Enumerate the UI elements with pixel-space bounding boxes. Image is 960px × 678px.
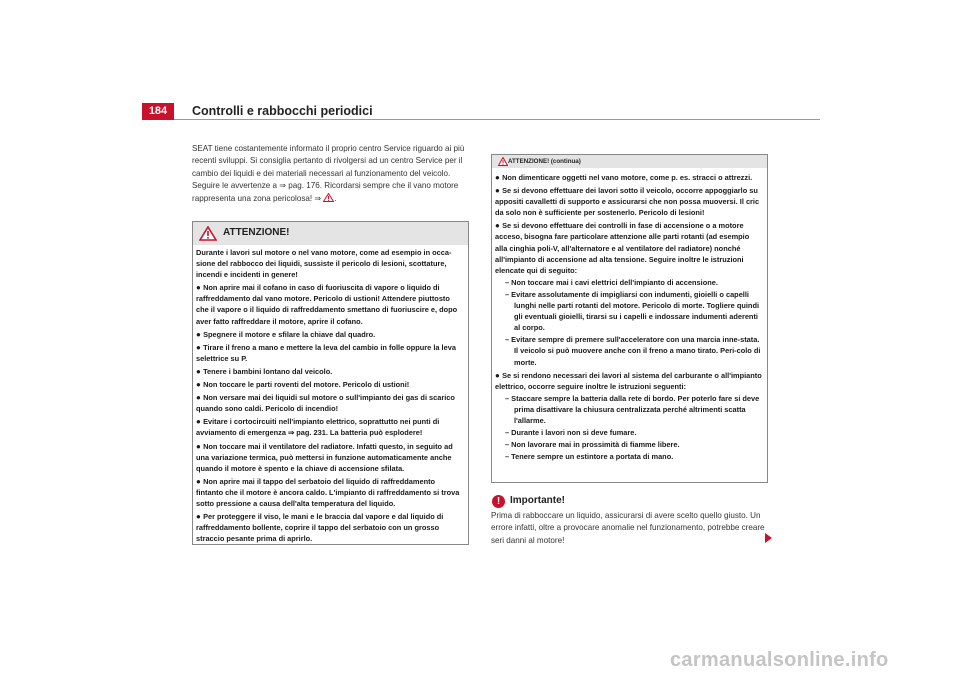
- warning-bullet: ● Non versare mai dei liquidi sul motore o sull'impianto dei gas di scarico quando sono caldi. Pericolo di incendio!: [196, 393, 455, 414]
- header-rule: [174, 119, 820, 120]
- important-title: Importante!: [510, 495, 565, 506]
- chapter-title: Controlli e rabbocchi periodici: [192, 104, 373, 118]
- intro-end: .: [334, 193, 337, 203]
- warning-sub-item: – Non lavorare mai in prossimità di fiamme libere.: [505, 440, 680, 450]
- important-icon: !: [492, 495, 505, 508]
- warning-sub-item: – Evitare assolutamente di impigliarsi con indumenti, gioielli o capelli lunghi nelle parti rotanti del motore. Pericolo di morte. Togliere quindi gli eventuali gioielli, tirarsi su i capelli e indossare indumenti aderenti al corpo.: [505, 289, 760, 333]
- bullet-icon: ●: [495, 221, 503, 231]
- dash-icon: –: [505, 428, 512, 438]
- warning-title-continued: ATTENZIONE! (continua): [508, 158, 581, 165]
- ref-arrow-icon: ⇒: [279, 181, 286, 191]
- important-text: Prima di rabboccare un liquido, assicurarsi di avere scelto quello giusto. Un errore infatti, oltre a provocare anomalie nel funzionamento, potrebbe creare seri danni al motore!: [491, 511, 765, 545]
- bullet-icon: ●: [196, 393, 204, 403]
- bullet-icon: ●: [196, 366, 204, 376]
- warning-sub-item: – Evitare sempre di premere sull'acceleratore con una marcia inne-stata. Il veicolo si può muovere anche con il freno a mano tirato. Peri-colo di morte.: [505, 335, 761, 367]
- bullet-icon: ●: [196, 441, 204, 451]
- bullet-icon: ●: [495, 173, 503, 182]
- bullet-icon: ●: [196, 476, 204, 486]
- bullet-icon: ●: [196, 512, 204, 522]
- warning-bullet: ● Spegnere il motore e sfilare la chiave dal quadro.: [196, 329, 376, 339]
- watermark: carmanualsonline.info: [670, 649, 889, 671]
- dash-icon: –: [505, 277, 512, 287]
- dash-icon: –: [505, 440, 512, 450]
- warning-bullet: ● Non dimenticare oggetti nel vano motore, come p. es. stracci o attrezzi.: [495, 173, 753, 182]
- warning-box-left: [192, 221, 469, 545]
- warning-triangle-icon: [323, 193, 337, 203]
- warning-bullet: ● Non toccare le parti roventi del motore. Pericolo di ustioni!: [196, 380, 410, 390]
- warning-bullet: ● Se si devono effettuare dei controlli in fase di accensione o a motore acceso, bisogna fare particolare attenzione alle parti rotanti (ad esempio alla cinghia poli-V, all'alternatore e al ventilatore del radiatore) nonché all'impianto di accensione ad alta tensione. Seguire inoltre le istruzioni elencate qui di seguito:: [495, 221, 750, 275]
- warning-bullet: ● Se si devono effettuare dei lavori sotto il veicolo, occorre appoggiarlo su appositi cavalletti di supporto e assicurarsi che non possa muoversi. Il cric da solo non è sufficiente per sostenerlo. Pericolo di lesioni!: [495, 186, 760, 218]
- warning-bullet: ● Tenere i bambini lontano dal veicolo.: [196, 366, 333, 376]
- bullet-icon: ●: [196, 380, 204, 390]
- bullet-icon: ●: [495, 370, 503, 380]
- bullet-icon: ●: [495, 186, 503, 196]
- warning-lead: Durante i lavori sul motore o nel vano motore, come ad esempio in occa-sione del rabbocco dei liquidi, sussiste il pericolo di lesioni, scottature, incendi e incidenti in genere!: [196, 248, 452, 280]
- warning-bullet: ● Se si rendono necessari dei lavori al sistema del carburante o all'impianto elettrico, occorre seguire inoltre le istruzioni seguenti:: [495, 370, 762, 391]
- warning-header: [193, 222, 468, 245]
- warning-sub-item: – Durante i lavori non si deve fumare.: [505, 428, 637, 438]
- warning-bullet: ● Per proteggere il viso, le mani e le braccia dal vapore e dal liquido di raffreddamento bollente, coprire il tappo del serbatoio con un grosso straccio pesante prima di aprirlo.: [196, 512, 444, 544]
- page-number: 184: [142, 103, 174, 120]
- warning-sub-item: – Staccare sempre la batteria dalla rete di bordo. Per poterlo fare si deve prima disattivare la chiusura centralizzata perché altrimenti scatta l'allarme.: [505, 393, 760, 425]
- warning-sub-item: – Tenere sempre un estintore a portata di mano.: [505, 452, 674, 462]
- warning-bullet: ● Tirare il freno a mano e mettere la leva del cambio in folle oppure la leva selettrice su P.: [196, 342, 456, 363]
- bullet-icon: ●: [196, 283, 204, 293]
- warning-bullet: ● Non aprire mai il cofano in caso di fuoriuscita di vapore o liquido di raffreddamento dal vano motore. Pericolo di ustioni! Attendere piuttosto che il vapore o il liquido di raffreddamento smettano di fuoriuscire e, dopo aver fatto raffreddare il motore, aprire il cofano.: [196, 283, 458, 326]
- warning-triangle-icon: [498, 157, 508, 166]
- warning-bullet: ● Non aprire mai il tappo del serbatoio del liquido di raffreddamento fintanto che il motore è ancora caldo. L'impianto di raffreddamento si trova sotto pressione a causa dell'alta temperatura del liquido.: [196, 476, 460, 508]
- warning-title: ATTENZIONE!: [223, 227, 290, 238]
- continue-arrow-icon: [765, 533, 772, 543]
- warning-triangle-icon: [199, 226, 217, 241]
- warning-body: [193, 245, 468, 544]
- ref-arrow-icon-2: ⇒: [314, 193, 322, 203]
- bullet-icon: ●: [196, 329, 204, 339]
- warning-bullet: ● Non toccare mai il ventilatore del radiatore. Infatti questo, in seguito ad una variazione termica, può mettersi in funzione automaticamente anche quando il motore è spento e la chiave di accensione sfilata.: [196, 441, 453, 473]
- bullet-icon: ●: [196, 342, 204, 352]
- warning-header-continued: [492, 155, 767, 168]
- dash-icon: –: [505, 452, 512, 462]
- intro-ref: pag. 176. Ricordarsi sempre che il vano motore rappresenta una zona pericolosa!: [192, 181, 459, 203]
- dash-icon: –: [505, 289, 512, 299]
- dash-icon: –: [505, 393, 512, 403]
- intro-paragraph: [192, 143, 468, 205]
- bullet-icon: ●: [196, 417, 204, 427]
- warning-box-right: [491, 154, 768, 483]
- intro-text: SEAT tiene costantemente informato il proprio centro Service riguardo ai più recenti sviluppi. Si consiglia pertanto di rivolgersi ad un centro Service per il cambio dei liquidi e dei materiali necessari al funzionamento del veicolo. Seguire le avvertenze a: [192, 144, 465, 191]
- warning-bullet: ● Evitare i cortocircuiti nell'impianto elettrico, soprattutto nei punti di avviamento di emergenza ⇒ pag. 231. La batteria può esplodere!: [196, 417, 440, 438]
- warning-body-continued: [492, 168, 767, 462]
- dash-icon: –: [505, 335, 512, 345]
- warning-sub-item: – Non toccare mai i cavi elettrici dell'impianto di accensione.: [505, 277, 718, 287]
